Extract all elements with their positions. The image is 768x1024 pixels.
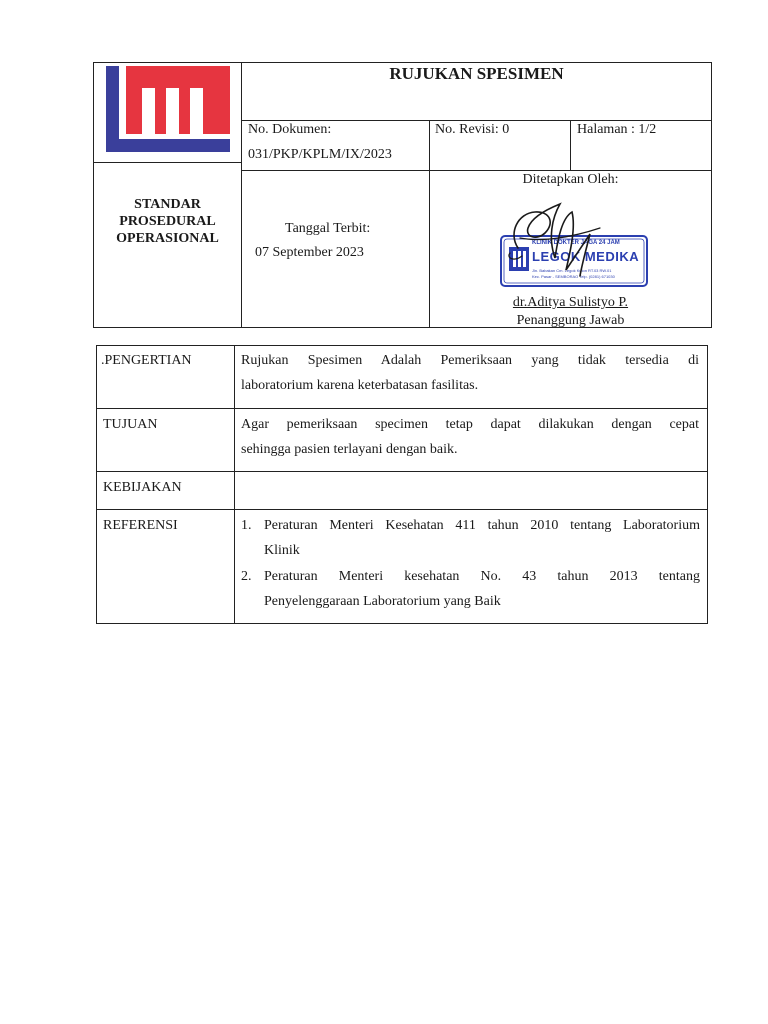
sop-line-3: OPERASIONAL [116,231,219,246]
pengertian-label: .PENGERTIAN [101,353,192,368]
referensi-item-2-number: 2. [241,569,252,584]
clinic-logo [106,66,230,152]
handwritten-signature [500,198,610,288]
stamp-line-4: Kec. Pasar - SEMBORAO Telp. (0281) 671030 [532,274,615,279]
page-number: Halaman : 1/2 [577,122,657,137]
tujuan-line-2: sehingga pasien terlayani dengan baik. [241,442,458,457]
tujuan-line-1: Agar pemeriksaan specimen tetap dapat dilakukan dengan cepat [241,417,699,432]
established-by-label: Ditetapkan Oleh: [522,172,619,187]
stamp-line-2: LEGOK MEDIKA [532,249,640,264]
stamp-line-3: Jln. Babakan Cm. Legok Kulon RT.03 RW.01 [532,268,612,273]
referensi-item-2-line-1: Peraturan Menteri kesehatan No. 43 tahun 2013 tentang [264,569,700,584]
revision-number: No. Revisi: 0 [435,122,510,137]
referensi-label: REFERENSI [103,518,178,533]
referensi-item-1-line-2: Klinik [264,543,300,558]
issue-date-label: Tanggal Terbit: [285,221,371,236]
doc-no-value: 031/PKP/KPLM/IX/2023 [248,147,392,162]
signer-name: dr.Aditya Sulistyo P. [512,295,629,310]
referensi-item-1-number: 1. [241,518,252,533]
doc-no-label: No. Dokumen: [248,122,332,137]
kebijakan-label: KEBIJAKAN [103,480,182,495]
signer-role: Penanggung Jawab [516,313,625,328]
issue-date: 07 September 2023 [255,245,364,260]
sop-line-2: PROSEDURAL [119,214,216,229]
sop-line-1: STANDAR [134,197,201,212]
referensi-item-1-line-1: Peraturan Menteri Kesehatan 411 tahun 2010 tentang Laboratorium [264,518,700,533]
pengertian-line-2: laboratorium karena keterbatasan fasilitas. [241,378,479,393]
document-title: RUJUKAN SPESIMEN [389,64,564,83]
stamp-line-1: KLINIK DOKTER JAGA 24 JAM [532,240,620,246]
tujuan-label: TUJUAN [103,417,158,432]
referensi-item-2-line-2: Penyelenggaraan Laboratorium yang Baik [264,594,501,609]
pengertian-line-1: Rujukan Spesimen Adalah Pemeriksaan yang tidak tersedia di [241,353,699,368]
